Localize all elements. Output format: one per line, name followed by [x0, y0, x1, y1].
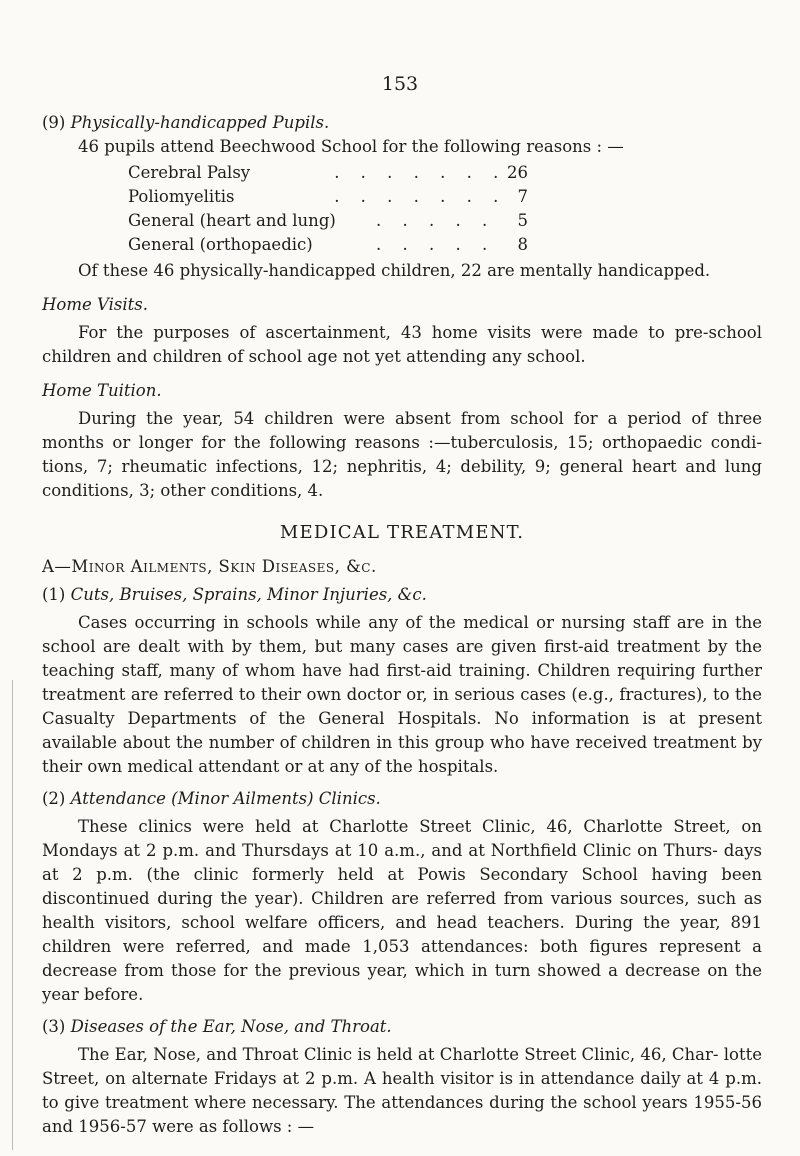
home-tuition-text: During the year, 54 children were absent from school for a period of three months or longer for the following reasons :—tuberculosis, 15; orthopaedic condi- tions, 7; rheumatic infections, 12; nephritis, 4; debility, 9; general heart and lung conditions, 3; other conditions, 4.	[42, 409, 762, 500]
binding-edge-line	[12, 680, 13, 1150]
section-9-note: Of these 46 physically-handicapped children, 22 are mentally handicapped.	[78, 261, 711, 280]
subsection-1-text: Cases occurring in schools while any of the medical or nursing staff are in the school are dealt with by them, but many cases are given first-aid treatment by the teaching staff, many of whom have had first-aid training. Children requiring further treatment are referred to their own doctor or, in serious cases (e.g., fractures), to the Casualty Departments of the General Hospitals. No information is at present available about the number of children in this group who have received treatment by their own medical attendant or at any of the hospitals.	[42, 613, 762, 776]
subsection-2-text: These clinics were held at Charlotte Street Clinic, 46, Charlotte Street, on Mondays at 2 p.m. and Thursdays at 10 a.m., and at Northfield Clinic on Thurs- days at 2 p.m. (the clinic formerly held at Powis Secondary School having been discontinued during the year). Children are referred from various sources, such as health visitors, school welfare officers, and head teachers. During the year, 891 children were referred, and made 1,053 attendances: both figures represent a decrease from those for the previous year, which in turn showed a decrease on the year before.	[42, 817, 762, 1004]
subsection-3-number: (3)	[42, 1017, 66, 1036]
subsection-3-title: Diseases of the Ear, Nose, and Throat.	[70, 1017, 392, 1036]
section-9-intro: 46 pupils attend Beechwood School for the following reasons : —	[78, 137, 624, 156]
home-visits-text: For the purposes of ascertainment, 43 home visits were made to pre-school children and children of school age not yet attending any school.	[42, 323, 762, 366]
section-9-title: Physically-handicapped Pupils.	[70, 113, 330, 132]
reason-value: 5	[517, 211, 528, 230]
reason-row	[128, 233, 528, 257]
reason-label: General (orthopaedic)	[128, 235, 313, 254]
subsection-2-number: (2)	[42, 789, 66, 808]
reason-value: 26	[507, 163, 528, 182]
subsection-1-number: (1)	[42, 585, 66, 604]
reason-label: General (heart and lung)	[128, 211, 336, 230]
leader-dots: . . . . .	[376, 211, 496, 230]
home-tuition-heading: Home Tuition.	[42, 381, 162, 400]
subsection-1-title: Cuts, Bruises, Sprains, Minor Injuries, &c.	[70, 585, 427, 604]
reason-label: Poliomyelitis	[128, 187, 235, 206]
section-a-heading: A—Minor Ailments, Skin Diseases, &c.	[42, 557, 377, 576]
reason-row	[128, 161, 528, 185]
leader-dots: . . . . .	[376, 235, 496, 254]
reason-value: 7	[517, 187, 528, 206]
reasons-list	[128, 161, 762, 257]
subsection-3-text: The Ear, Nose, and Throat Clinic is held at Charlotte Street Clinic, 46, Char- lotte Street, on alternate Fridays at 2 p.m. A health visitor is in attendance daily at 4 p.m. to give treatment where necessary. The attendances during the school years 1955-56 and 1956-57 were as follows : —	[42, 1045, 762, 1136]
subsection-1-heading	[42, 583, 762, 607]
section-9-number: (9)	[42, 113, 66, 132]
home-visits-heading: Home Visits.	[42, 295, 148, 314]
page-content	[42, 111, 762, 1139]
medical-treatment-heading: MEDICAL TREATMENT.	[279, 522, 525, 543]
reason-value: 8	[517, 235, 528, 254]
page-number: 153	[381, 73, 419, 95]
section-9-heading	[42, 111, 762, 135]
leader-dots: . . . . . . .	[334, 187, 507, 206]
subsection-2-heading	[42, 787, 762, 811]
subsection-2-title: Attendance (Minor Ailments) Clinics.	[70, 789, 381, 808]
reason-row	[128, 185, 528, 209]
subsection-3-heading	[42, 1015, 762, 1039]
reason-label: Cerebral Palsy	[128, 163, 251, 182]
leader-dots: . . . . . . .	[334, 163, 507, 182]
reason-row	[128, 209, 528, 233]
